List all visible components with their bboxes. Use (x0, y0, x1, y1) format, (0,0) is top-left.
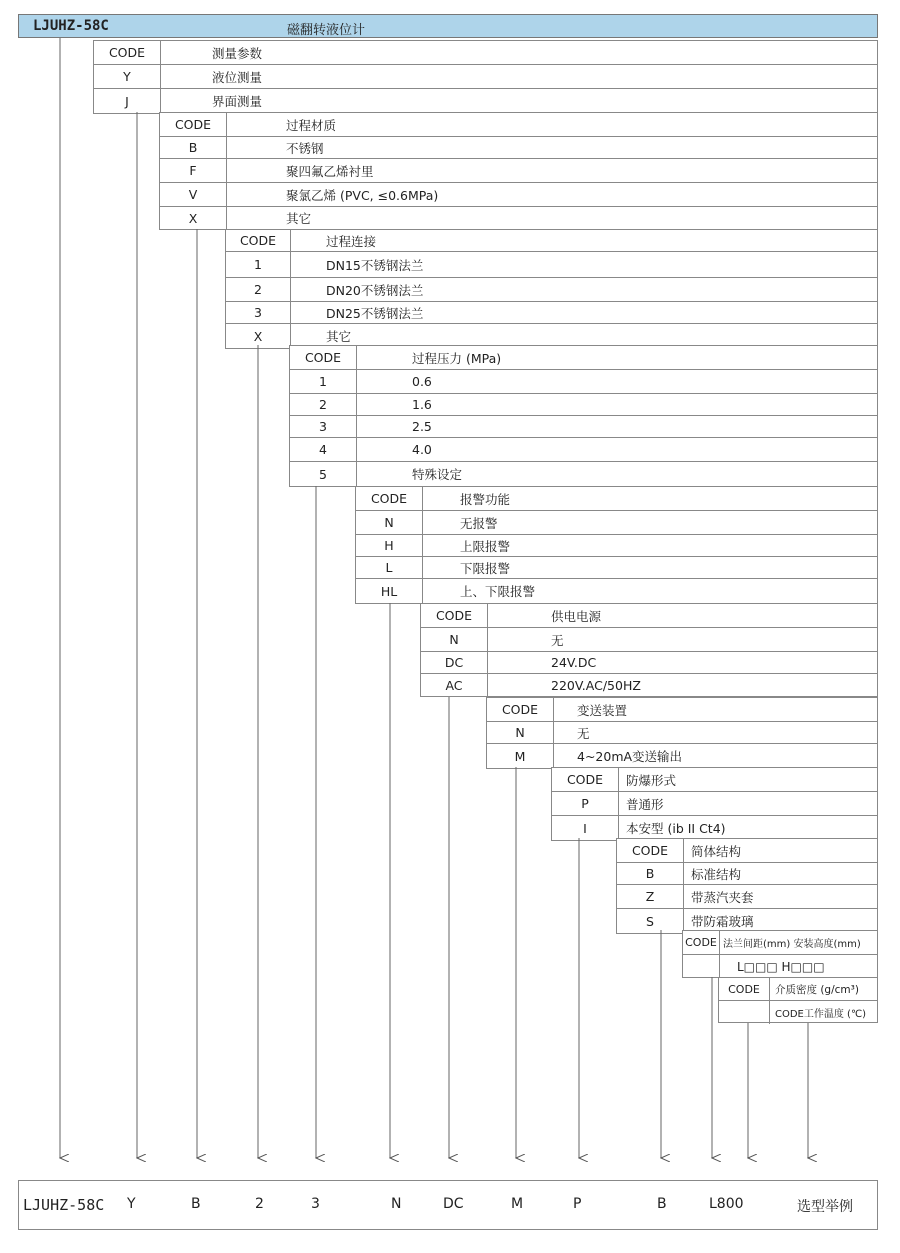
model-code: LJUHZ-58C (33, 18, 109, 34)
option-code: 3 (226, 302, 291, 323)
example-box (18, 1180, 878, 1230)
option-code: 2 (226, 278, 291, 301)
example-code: LJUHZ-58C (23, 1196, 105, 1214)
option-code: 1 (226, 252, 291, 277)
option-description: 上、下限报警 (460, 584, 536, 599)
flange-code: CODE (683, 931, 720, 954)
option-description: 界面测量 (212, 94, 263, 109)
option-description: 本安型 (ib II Ct4) (626, 821, 726, 836)
example-code: L800 (709, 1196, 744, 1212)
option-description: 特殊设定 (412, 467, 463, 482)
option-code: V (160, 183, 227, 206)
option-code: DC (421, 652, 488, 673)
flange-value: L□□□ H□□□ (737, 960, 825, 974)
option-description: 标准结构 (691, 866, 742, 882)
option-description: DN15不锈钢法兰 (326, 257, 424, 273)
block-title: 过程连接 (326, 233, 377, 249)
option-code: B (617, 863, 684, 884)
option-description: 带防霜玻璃 (691, 914, 754, 929)
option-code: I (552, 816, 619, 840)
option-code: 2 (290, 394, 357, 415)
option-description: 0.6 (412, 374, 432, 389)
option-code: N (356, 511, 423, 534)
option-code: X (226, 324, 291, 348)
option-description: 其它 (286, 211, 312, 226)
option-description: DN25不锈钢法兰 (326, 305, 424, 321)
option-description: 无 (551, 632, 564, 648)
option-code: N (421, 628, 488, 651)
model-name: 磁翻转液位计 (287, 23, 366, 38)
option-code: M (487, 744, 554, 768)
option-code: Y (94, 65, 161, 88)
block-title: 防爆形式 (626, 772, 677, 788)
option-code: X (160, 207, 227, 229)
option-description: 聚四氟乙烯衬里 (286, 163, 374, 179)
flange-label: 法兰间距(mm) 安装高度(mm) (723, 939, 861, 950)
example-code: Y (127, 1196, 136, 1212)
block-title: 供电电源 (551, 608, 602, 624)
density-label: 介质密度 (g/cm³) (775, 983, 859, 996)
option-description: 液位测量 (212, 69, 263, 85)
option-description: 2.5 (412, 419, 432, 434)
option-code: CODE (356, 487, 423, 510)
temp-label: CODE工作温度 (℃) (775, 1009, 867, 1020)
option-code: CODE (487, 698, 554, 721)
option-code: F (160, 159, 227, 182)
option-code: CODE (94, 41, 161, 64)
option-description: 其它 (326, 329, 352, 344)
option-description: 普通形 (626, 796, 664, 812)
option-description: 不锈钢 (286, 140, 324, 156)
option-description: 4~20mA变送输出 (577, 749, 683, 764)
option-code: AC (421, 674, 488, 696)
example-code: B (657, 1196, 667, 1212)
option-code: CODE (226, 230, 291, 251)
example-code: 2 (255, 1196, 264, 1212)
option-code: N (487, 722, 554, 743)
option-code: S (617, 909, 684, 933)
option-code: L (356, 557, 423, 578)
option-description: 220V.AC/50HZ (551, 677, 641, 693)
option-code: P (552, 792, 619, 815)
block-title: 简体结构 (691, 843, 742, 859)
option-description: 4.0 (412, 442, 432, 457)
example-code: N (391, 1196, 402, 1212)
option-code: 4 (290, 438, 357, 461)
option-description: 带蒸汽夹套 (691, 889, 754, 905)
density-code: CODE (719, 978, 770, 1000)
block-title: 报警功能 (460, 491, 511, 507)
option-code: Z (617, 885, 684, 908)
example-caption: 选型举例 (797, 1199, 853, 1215)
option-code: J (94, 89, 161, 113)
option-description: 无报警 (460, 515, 498, 531)
option-description: 聚氯乙烯 (PVC, ≤0.6MPa) (286, 187, 439, 203)
option-description: DN20不锈钢法兰 (326, 282, 424, 298)
option-code: CODE (552, 768, 619, 791)
block-title: 过程压力 (MPa) (412, 350, 502, 366)
option-code: HL (356, 579, 423, 603)
option-code: 3 (290, 416, 357, 437)
option-code: CODE (160, 113, 227, 136)
option-code: B (160, 137, 227, 158)
example-code: B (191, 1196, 201, 1212)
block-title: 变送装置 (577, 702, 628, 718)
option-description: 无 (577, 725, 590, 741)
option-code: CODE (290, 346, 357, 369)
option-description: 下限报警 (460, 560, 511, 576)
option-code: CODE (617, 839, 684, 862)
example-code: M (511, 1196, 524, 1212)
block-title: 过程材质 (286, 117, 337, 133)
option-code: H (356, 535, 423, 556)
option-code: 5 (290, 462, 357, 486)
option-code: 1 (290, 370, 357, 393)
example-code: P (573, 1196, 582, 1212)
option-description: 1.6 (412, 397, 432, 412)
option-code: CODE (421, 604, 488, 627)
example-code: DC (443, 1196, 464, 1212)
example-code: 3 (311, 1196, 320, 1212)
option-description: 24V.DC (551, 655, 597, 670)
option-description: 上限报警 (460, 538, 511, 554)
block-title: 测量参数 (212, 45, 263, 61)
